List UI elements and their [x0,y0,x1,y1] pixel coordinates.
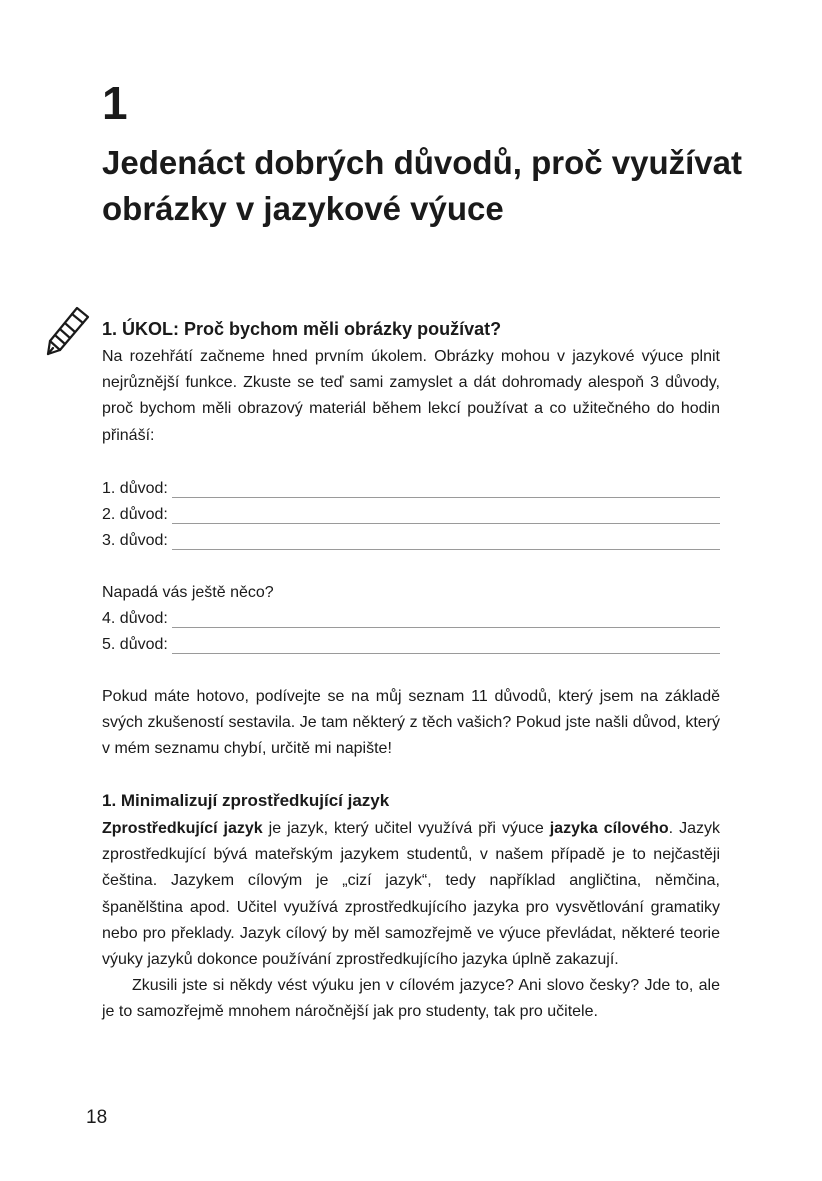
task-instructions: Na rozehřátí začneme hned prvním úkolem. Obrázky mohou v jazykové výuce plnit nejrůznější funkce. Zkuste se teď sami zamyslet a dát dohromady alespoň 3 důvody, proč bychom měli obrazový materiál během lekcí používat a co užitečného do hodin přináší: [102,348,720,444]
reason-label: 2. důvod: [102,506,168,523]
section-paragraph-1 [102,816,720,973]
chapter-title: Jedenáct dobrých důvodů, proč využívat obrázky v jazykové výuce [102,144,742,227]
reason-label: 4. důvod: [102,610,168,627]
paragraph-text: je jazyk, který učitel využívá při výuce [262,820,550,837]
answer-line[interactable] [172,626,720,628]
page-number: 18 [86,1107,108,1128]
section-paragraph-2: Zkusili jste si někdy vést výuku jen v cílovém jazyce? Ani slovo česky? Jde to, ale je to samozřejmě mnohem náročnější jak pro studenty, tak pro učitele. [102,977,720,1021]
answer-line[interactable] [172,548,720,550]
reason-label: 1. důvod: [102,480,168,497]
reason-label: 5. důvod: [102,636,168,653]
reason-field-2[interactable] [102,502,720,528]
section-heading: 1. Minimalizují zprostředkující jazyk [102,791,390,810]
task-heading: 1. ÚKOL: Proč bychom měli obrázky používat? [102,319,502,339]
term-mediating-language: Zprostředkující jazyk [102,820,263,837]
section-body [102,816,720,1026]
answer-line[interactable] [172,496,720,498]
answer-line[interactable] [172,522,720,524]
pencil-icon [44,304,92,356]
chapter-number: 1 [102,77,128,129]
reason-label: 3. důvod: [102,532,168,549]
reason-field-5[interactable] [102,632,720,658]
more-prompt: Napadá vás ještě něco? [102,584,274,601]
reason-field-1[interactable] [102,476,720,502]
answer-line[interactable] [172,652,720,654]
reason-field-4[interactable] [102,606,720,632]
term-target-language: jazyka cílového [549,820,669,837]
reason-field-3[interactable] [102,528,720,554]
follow-up-paragraph: Pokud máte hotovo, podívejte se na můj seznam 11 důvodů, který jsem na základě svých zkušeností sestavila. Je tam některý z těch vašich? Pokud jste našli důvod, který v mém seznamu chybí, určitě mi napište! [102,688,720,758]
paragraph-text: . Jazyk zprostředkující bývá mateřským jazykem studentů, v našem případě je to nejčastěji čeština. Jazykem cílovým je „cizí jazyk“, tedy například angličtina, němčina, španělština apod. Učitel využívá zprostředkujícího jazyka pro vysvětlování gramatiky nebo pro překlady. Jazyk cílový by měl samozřejmě ve výuce převládat, některé teorie výuky jazyků dokonce používání zprostředkujícího jazyka úplně zakazují. [102,820,720,969]
